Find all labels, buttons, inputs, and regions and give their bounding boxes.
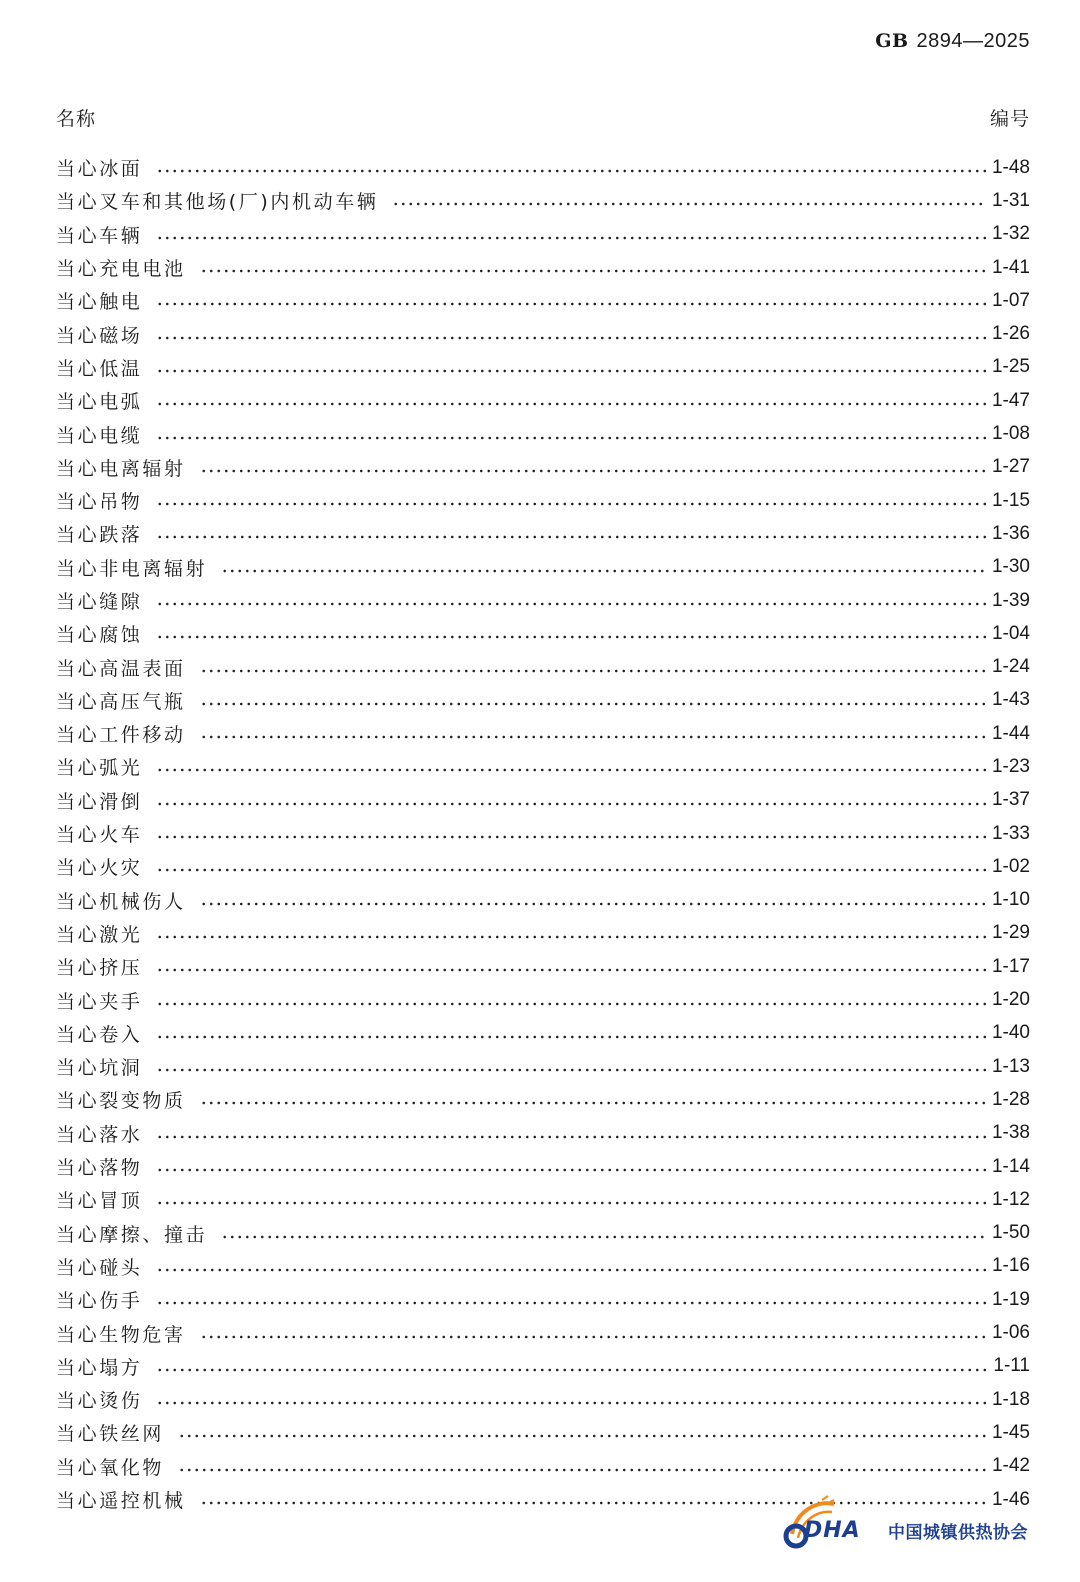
- index-entry: [56, 184, 1030, 217]
- entry-name: 当心非电离辐射: [56, 557, 208, 580]
- entry-code: 1-28: [991, 1088, 1030, 1110]
- index-entry: [56, 1050, 1030, 1083]
- index-entry: [56, 1416, 1030, 1449]
- entry-code: 1-46: [991, 1488, 1030, 1510]
- entry-name: 当心工件移动: [56, 724, 186, 747]
- entry-code: 1-24: [991, 656, 1030, 678]
- entry-code: 1-17: [991, 955, 1030, 977]
- column-code-label: 编号: [989, 108, 1030, 130]
- entry-name: 当心高压气瓶: [56, 690, 186, 713]
- dot-leader: [156, 1190, 986, 1209]
- entry-name: 当心夹手: [56, 990, 143, 1013]
- dot-leader: [156, 1024, 986, 1043]
- entry-name: 当心冰面: [56, 158, 143, 181]
- entry-code: 1-32: [991, 223, 1030, 245]
- index-entry: [56, 1316, 1030, 1349]
- dot-leader: [200, 458, 986, 477]
- entry-name: 当心滑倒: [56, 790, 143, 813]
- entry-name: 当心电离辐射: [56, 457, 186, 480]
- watermark-org-name: 中国城镇供热协会: [888, 1523, 1028, 1543]
- index-entry: [56, 917, 1030, 950]
- index-entry: [56, 484, 1030, 517]
- entry-code: 1-47: [991, 389, 1030, 411]
- entry-name: 当心磁场: [56, 324, 143, 347]
- entry-name: 当心触电: [56, 291, 143, 314]
- index-entry: [56, 351, 1030, 384]
- entry-name: 当心火灾: [56, 857, 143, 880]
- entry-code: 1-19: [991, 1288, 1030, 1310]
- entry-code: 1-38: [991, 1122, 1030, 1144]
- entry-name: 当心烫伤: [56, 1390, 143, 1413]
- entry-name: 当心卷入: [56, 1023, 143, 1046]
- dot-leader: [200, 691, 986, 710]
- entry-code: 1-33: [991, 822, 1030, 844]
- index-entry: [56, 384, 1030, 417]
- dot-leader: [156, 1390, 986, 1409]
- dot-leader: [156, 1257, 986, 1276]
- dot-leader: [156, 358, 986, 377]
- index-entry: [56, 251, 1030, 284]
- entry-name: 当心激光: [56, 923, 143, 946]
- index-entry: [56, 950, 1030, 983]
- index-entry: [56, 617, 1030, 650]
- entry-name: 当心落水: [56, 1123, 143, 1146]
- entry-code: 1-13: [991, 1055, 1030, 1077]
- entry-code: 1-44: [991, 722, 1030, 744]
- entry-name: 当心冒顶: [56, 1190, 143, 1213]
- index-entry: [56, 1350, 1030, 1383]
- column-header: [56, 104, 1030, 131]
- index-entry: [56, 317, 1030, 350]
- dot-leader: [156, 491, 986, 510]
- entry-code: 1-18: [991, 1388, 1030, 1410]
- entry-name: 当心碰头: [56, 1256, 143, 1279]
- entry-code: 1-37: [991, 789, 1030, 811]
- entry-code: 1-39: [991, 589, 1030, 611]
- index-entry: [56, 1383, 1030, 1416]
- dot-leader: [221, 558, 986, 577]
- entry-name: 当心缝隙: [56, 591, 143, 613]
- entry-code: 1-42: [991, 1455, 1030, 1477]
- entry-name: 当心跌落: [56, 524, 143, 547]
- entry-code: 1-31: [991, 189, 1030, 211]
- dot-leader: [200, 891, 986, 910]
- standard-number: 2894—2025: [916, 30, 1030, 52]
- entry-code: 1-50: [991, 1222, 1030, 1244]
- entry-name: 当心机械伤人: [56, 890, 186, 913]
- entry-name: 当心塌方: [56, 1356, 143, 1379]
- entry-code: 1-25: [991, 356, 1030, 378]
- dot-leader: [156, 225, 986, 244]
- index-entry: [56, 218, 1030, 251]
- entry-name: 当心充电电池: [56, 258, 186, 281]
- entry-name: 当心吊物: [56, 491, 143, 514]
- dot-leader: [200, 1324, 986, 1343]
- dot-leader: [156, 857, 986, 876]
- dot-leader: [156, 991, 986, 1010]
- dot-leader: [156, 957, 986, 976]
- entry-code: 1-27: [991, 456, 1030, 478]
- standard-prefix: GB: [875, 30, 909, 52]
- dot-leader: [156, 1057, 986, 1076]
- entry-code: 1-02: [991, 855, 1030, 877]
- index-entry: [56, 1150, 1030, 1183]
- index-entry: [56, 717, 1030, 750]
- entry-code: 1-20: [991, 989, 1030, 1011]
- watermark: [782, 1494, 1052, 1552]
- dot-leader: [156, 291, 986, 310]
- dot-leader: [156, 624, 986, 643]
- index-entry: [56, 884, 1030, 917]
- entry-code: 1-48: [991, 156, 1030, 178]
- index-entry: [56, 850, 1030, 883]
- standard-code: [875, 30, 1030, 53]
- entry-code: 1-36: [991, 522, 1030, 544]
- entry-code: 1-30: [991, 556, 1030, 578]
- entry-name: 当心伤手: [56, 1290, 143, 1313]
- index-entry: [56, 983, 1030, 1016]
- index-entry: [56, 1183, 1030, 1216]
- dot-leader: [178, 1457, 986, 1476]
- entry-code: 1-06: [991, 1322, 1030, 1344]
- entry-code: 1-07: [991, 289, 1030, 311]
- entry-name: 当心裂变物质: [56, 1090, 186, 1113]
- dot-leader: [200, 1090, 986, 1109]
- dot-leader: [200, 724, 986, 743]
- dot-leader: [221, 1224, 986, 1243]
- dot-leader: [200, 258, 986, 277]
- entry-code: 1-40: [991, 1022, 1030, 1044]
- entry-name: 当心坑洞: [56, 1057, 143, 1080]
- entry-name: 当心氧化物: [56, 1456, 165, 1479]
- entry-code: 1-26: [991, 323, 1030, 345]
- entry-name: 当心电弧: [56, 391, 143, 414]
- entry-code: 1-23: [991, 755, 1030, 777]
- index-entry: [56, 284, 1030, 317]
- dot-leader: [392, 191, 986, 210]
- index-entry: [56, 417, 1030, 450]
- dot-leader: [156, 524, 986, 543]
- entry-name: 当心落物: [56, 1157, 143, 1180]
- dot-leader: [156, 1124, 986, 1143]
- index-entry: [56, 1450, 1030, 1483]
- entry-name: 当心腐蚀: [56, 624, 143, 647]
- index-entry: [56, 1283, 1030, 1316]
- dot-leader: [156, 791, 986, 810]
- entry-code: 1-16: [991, 1255, 1030, 1277]
- dot-leader: [156, 824, 986, 843]
- index-entry: [56, 1083, 1030, 1116]
- entry-name: 当心铁丝网: [56, 1423, 165, 1446]
- entry-code: 1-43: [991, 689, 1030, 711]
- entry-code: 1-15: [991, 489, 1030, 511]
- dot-leader: [156, 1157, 986, 1176]
- dot-leader: [200, 658, 986, 677]
- dot-leader: [156, 158, 986, 177]
- index-entry: [56, 151, 1030, 184]
- dot-leader: [156, 391, 986, 410]
- dot-leader: [156, 757, 986, 776]
- dot-leader: [156, 591, 986, 610]
- entry-name: 当心摩擦、撞击: [56, 1223, 208, 1246]
- index-entry: [56, 1017, 1030, 1050]
- entry-name: 当心挤压: [56, 957, 143, 980]
- entry-name: 当心低温: [56, 357, 143, 380]
- index-entry: [56, 650, 1030, 683]
- entry-name: 当心叉车和其他场(厂)内机动车辆: [56, 191, 379, 214]
- entry-code: 1-08: [991, 423, 1030, 445]
- entry-name: 当心生物危害: [56, 1323, 186, 1346]
- index-entry: [56, 551, 1030, 584]
- entry-name: 当心火车: [56, 824, 143, 847]
- entry-code: 1-11: [993, 1355, 1030, 1377]
- entry-name: 当心遥控机械: [56, 1490, 186, 1513]
- index-entry: [56, 684, 1030, 717]
- entry-code: 1-45: [991, 1421, 1030, 1443]
- column-name-label: 名称: [56, 108, 97, 130]
- entry-name: 当心弧光: [56, 757, 143, 780]
- entry-code: 1-41: [991, 256, 1030, 278]
- watermark-letters: DHA: [804, 1518, 861, 1543]
- dot-leader: [156, 425, 986, 444]
- entry-name: 当心车辆: [56, 224, 143, 247]
- index-entry: [56, 1250, 1030, 1283]
- index-entry: [56, 784, 1030, 817]
- entry-name: 当心高温表面: [56, 657, 186, 680]
- dot-leader: [156, 1290, 986, 1309]
- index-entry: [56, 1117, 1030, 1150]
- entry-code: 1-04: [991, 622, 1030, 644]
- entry-code: 1-10: [991, 889, 1030, 911]
- index-entry: [56, 517, 1030, 550]
- entry-code: 1-14: [991, 1155, 1030, 1177]
- index-entry: [56, 817, 1030, 850]
- index-list: [56, 151, 1030, 1516]
- dot-leader: [156, 1357, 986, 1376]
- index-entry: [56, 1217, 1030, 1250]
- index-entry: [56, 750, 1030, 783]
- dot-leader: [178, 1423, 986, 1442]
- dot-leader: [156, 325, 986, 344]
- entry-code: 1-12: [991, 1188, 1030, 1210]
- index-entry: [56, 451, 1030, 484]
- entry-code: 1-29: [991, 922, 1030, 944]
- dot-leader: [156, 924, 986, 943]
- entry-name: 当心电缆: [56, 424, 143, 447]
- index-entry: [56, 584, 1030, 617]
